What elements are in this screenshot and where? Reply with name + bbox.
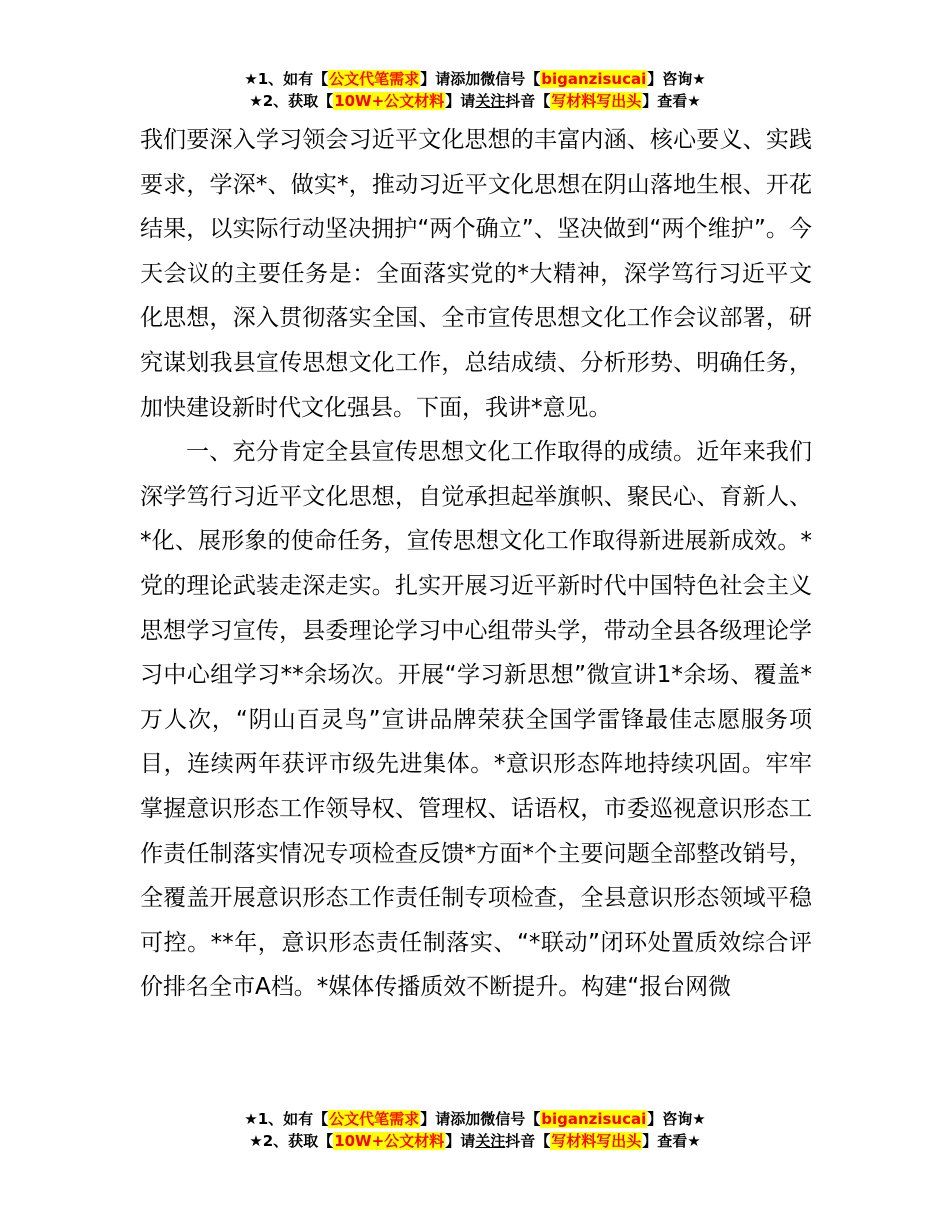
highlight-wechat-id: biganzisucai <box>541 1110 647 1128</box>
banner-line-1 <box>0 68 950 90</box>
banner-text: 】查看★ <box>642 1132 701 1150</box>
banner-line-1 <box>0 1108 950 1130</box>
banner-text: 】请 <box>445 1132 476 1150</box>
highlight-wechat-id: biganzisucai <box>541 70 647 88</box>
banner-text: 抖音【 <box>505 1132 551 1150</box>
underlined-follow: 关注 <box>475 92 506 110</box>
highlight-douyin-account: 写材料写出头 <box>551 1132 642 1150</box>
highlight-ghostwriting: 公文代笔需求 <box>329 70 420 88</box>
banner-text: 】请添加微信号【 <box>420 1110 541 1128</box>
document-body <box>140 118 812 1010</box>
banner-text: 】请 <box>445 92 476 110</box>
highlight-douyin-account: 写材料写出头 <box>551 92 642 110</box>
highlight-materials: 10W+公文材料 <box>334 1132 445 1150</box>
underlined-follow: 关注 <box>475 1132 506 1150</box>
banner-text: ★2、获取【 <box>249 92 334 110</box>
banner-text: 】请添加微信号【 <box>420 70 541 88</box>
header-banner <box>0 68 950 112</box>
banner-text: ★2、获取【 <box>249 1132 334 1150</box>
banner-text: 抖音【 <box>505 92 551 110</box>
banner-text: 】查看★ <box>642 92 701 110</box>
highlight-ghostwriting: 公文代笔需求 <box>329 1110 420 1128</box>
body-paragraph: 我们要深入学习领会习近平文化思想的丰富内涵、核心要义、实践要求，学深*、做实*，推动习近平文化思想在阴山落地生根、开花结果，以实际行动坚决拥护“两个确立”、坚决做到“两个维护”。今天会议的主要任务是：全面落实党的*大精神，深学笃行习近平文化思想，深入贯彻落实全国、全市宣传思想文化工作会议部署，研究谋划我县宣传思想文化工作，总结成绩、分析形势、明确任务，加快建设新时代文化强县。下面，我讲*意见。 <box>140 127 812 421</box>
banner-text: 】咨询★ <box>647 1110 706 1128</box>
banner-text: ★1、如有【 <box>244 1110 329 1128</box>
highlight-materials: 10W+公文材料 <box>334 92 445 110</box>
banner-text: ★1、如有【 <box>244 70 329 88</box>
body-paragraph: 一、充分肯定全县宣传思想文化工作取得的成绩。近年来我们深学笃行习近平文化思想，自觉承担起举旗帜、聚民心、育新人、*化、展形象的使命任务，宣传思想文化工作取得新进展新成效。*党的理论武装走深走实。扎实开展习近平新时代中国特色社会主义思想学习宣传，县委理论学习中心组带头学，带动全县各级理论学习中心组学习**余场次。开展“学习新思想”微宣讲1*余场、覆盖*万人次，“阴山百灵鸟”宣讲品牌荣获全国学雷锋最佳志愿服务项目，连续两年获评市级先进集体。*意识形态阵地持续巩固。牢牢掌握意识形态工作领导权、管理权、话语权，市委巡视意识形态工作责任制落实情况专项检查反馈*方面*个主要问题全部整改销号，全覆盖开展意识形态工作责任制专项检查，全县意识形态领域平稳可控。**年，意识形态责任制落实、“*联动”闭环处置质效综合评价排名全市A档。*媒体传播质效不断提升。构建“报台网微 <box>140 439 812 1001</box>
banner-line-2 <box>0 90 950 112</box>
banner-text: 】咨询★ <box>647 70 706 88</box>
footer-banner <box>0 1108 950 1152</box>
banner-line-2 <box>0 1130 950 1152</box>
